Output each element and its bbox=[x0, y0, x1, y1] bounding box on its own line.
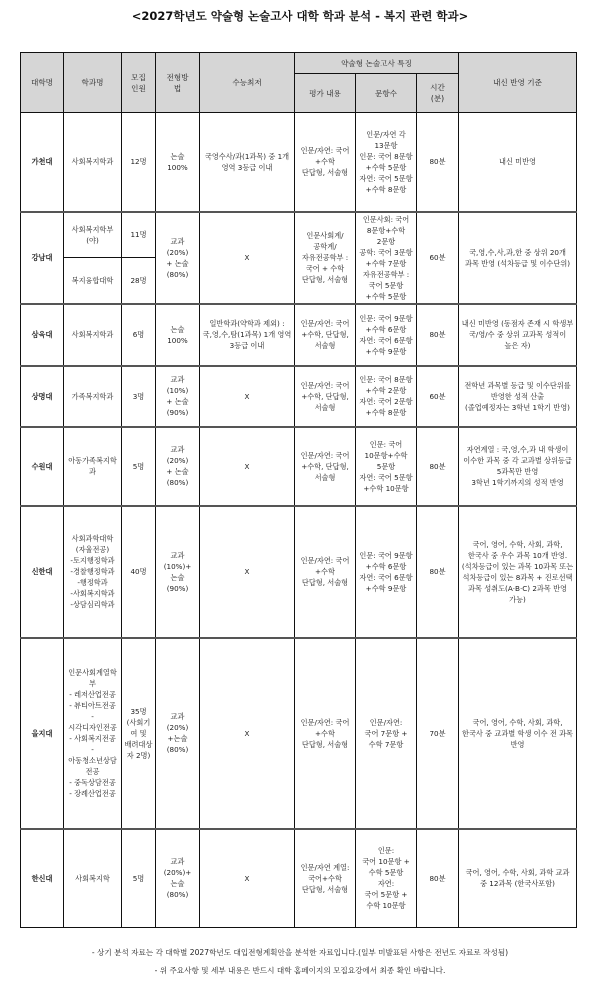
question-count: 인문/자연 각 13문항 인문: 국어 8문항+수학 5문항 자연: 국어 5문항+수학 8문항 bbox=[356, 113, 417, 212]
table-row bbox=[21, 366, 577, 427]
recruit-count: 5명 bbox=[122, 427, 156, 506]
csat-minimum: X bbox=[200, 829, 295, 928]
naesin-criteria: 국어, 영어, 수학, 사회, 과학, 한국사 중 교과별 학생 이수 전 과목 반영 bbox=[459, 638, 577, 829]
csat-minimum: X bbox=[200, 506, 295, 638]
header-naesin: 내신 반영 기준 bbox=[459, 53, 577, 113]
table-row bbox=[21, 638, 577, 829]
header-univ: 대학명 bbox=[21, 53, 64, 113]
exam-time: 60분 bbox=[417, 212, 459, 304]
department-name: 사회과학대학 (자율전공) -토지행정학과 -경찰행정학과 -행정학과 -사회복지학과 -상담심리학과 bbox=[64, 506, 122, 638]
evaluation-content: 인문사회계/공학계/자유전공학부 : 국어 + 수학 단답형, 서술형 bbox=[295, 212, 356, 304]
evaluation-content: 인문/자연: 국어+수학 단답형, 서술형 bbox=[295, 506, 356, 638]
naesin-criteria: 국어, 영어, 수학, 사회, 과학, 한국사 중 우수 과목 10개 반영. (석차등급이 있는 과목 10과목 또는 석차등급이 있는 8과목 + 진로선택 과목 성취도(A·B·C) 2과목 반영 가능) bbox=[459, 506, 577, 638]
selection-method: 논술 100% bbox=[156, 304, 200, 366]
department-name: 사회복지학 bbox=[64, 829, 122, 928]
csat-minimum: X bbox=[200, 427, 295, 506]
csat-minimum: X bbox=[200, 638, 295, 829]
footnotes bbox=[0, 944, 600, 980]
naesin-criteria: 자연계열 : 국,영,수,과 내 학생이 이수한 과목 중 각 교과별 상위등급 5과목만 반영 3학년 1학기까지의 성적 반영 bbox=[459, 427, 577, 506]
university-name: 신한대 bbox=[21, 506, 64, 638]
evaluation-content: 인문/자연: 국어+수학, 단답형, 서술형 bbox=[295, 427, 356, 506]
department-name: 사회복지학부(야) bbox=[64, 212, 122, 258]
question-count: 인문: 국어 10문항+수학 5문항 자연: 국어 5문항+수학 10문항 bbox=[356, 427, 417, 506]
question-count: 인문: 국어 9문항+수학 6문항 자연: 국어 6문항+수학 9문항 bbox=[356, 304, 417, 366]
exam-time: 80분 bbox=[417, 829, 459, 928]
department-name: 아동가족복지학과 bbox=[64, 427, 122, 506]
page-title: <2027학년도 약술형 논술고사 대학 학과 분석 - 복지 관련 학과> bbox=[131, 9, 469, 23]
department-name: 복지융합대학 bbox=[64, 258, 122, 304]
header-essay-features: 약술형 논술고사 특징 bbox=[295, 53, 459, 74]
header-dept: 학과명 bbox=[64, 53, 122, 113]
selection-method: 교과 (20%) + 논술 (80%) bbox=[156, 427, 200, 506]
table-row bbox=[21, 427, 577, 506]
header-time: 시간 (분) bbox=[417, 74, 459, 113]
naesin-criteria: 국,영,수,사,과,한 중 상위 20개 과목 반영 (석차등급 및 이수단위) bbox=[459, 212, 577, 304]
naesin-criteria: 내신 미반영 (동점자 존재 시 학생부 국/영/수 중 상위 교과목 성적이 높은 자) bbox=[459, 304, 577, 366]
csat-minimum: X bbox=[200, 366, 295, 427]
table-row bbox=[21, 304, 577, 366]
evaluation-content: 인문/자연: 국어+수학 단답형, 서술형 bbox=[295, 638, 356, 829]
table-row bbox=[21, 829, 577, 928]
selection-method: 교과 (10%)+ 논술 (90%) bbox=[156, 506, 200, 638]
exam-time: 80분 bbox=[417, 506, 459, 638]
csat-minimum: X bbox=[200, 212, 295, 304]
table-row bbox=[21, 506, 577, 638]
header-count: 모집 인원 bbox=[122, 53, 156, 113]
naesin-criteria: 내신 미반영 bbox=[459, 113, 577, 212]
recruit-count: 5명 bbox=[122, 829, 156, 928]
department-analysis-table bbox=[20, 52, 577, 928]
university-name: 상명대 bbox=[21, 366, 64, 427]
recruit-count: 6명 bbox=[122, 304, 156, 366]
question-count: 인문: 국어 9문항+수학 6문항 자연: 국어 6문항+수학 9문항 bbox=[356, 506, 417, 638]
evaluation-content: 인문/자연: 국어+수학, 단답형, 서술형 bbox=[295, 304, 356, 366]
recruit-count: 12명 bbox=[122, 113, 156, 212]
footnote: - 위 주요사항 및 세부 내용은 반드시 대학 홈페이지의 모집요강에서 최종 확인 바랍니다. bbox=[154, 966, 446, 975]
selection-method: 교과 (20%) +논술 (80%) bbox=[156, 638, 200, 829]
department-name: 사회복지학과 bbox=[64, 113, 122, 212]
footnote: - 상기 분석 자료는 각 대학별 2027학년도 대입전형계획안을 분석한 자료입니다.(일부 미발표된 사항은 전년도 자료로 작성됨) bbox=[91, 948, 509, 957]
question-count: 인문: 국어 8문항+수학 2문항 자연: 국어 2문항+수학 8문항 bbox=[356, 366, 417, 427]
department-name: 가족복지학과 bbox=[64, 366, 122, 427]
header-csat: 수능최저 bbox=[200, 53, 295, 113]
department-name: 사회복지학과 bbox=[64, 304, 122, 366]
question-count: 인문/자연: 국어 7문항 + 수학 7문항 bbox=[356, 638, 417, 829]
university-name: 한신대 bbox=[21, 829, 64, 928]
question-count: 인문: 국어 10문항 + 수학 5문항 자연: 국어 5문항 + 수학 10문항 bbox=[356, 829, 417, 928]
exam-time: 80분 bbox=[417, 427, 459, 506]
exam-time: 80분 bbox=[417, 113, 459, 212]
header-eval: 평가 내용 bbox=[295, 74, 356, 113]
exam-time: 60분 bbox=[417, 366, 459, 427]
table-row bbox=[21, 212, 577, 258]
evaluation-content: 인문/자연 계열: 국어+수학 단답형, 서술형 bbox=[295, 829, 356, 928]
exam-time: 80분 bbox=[417, 304, 459, 366]
exam-time: 70분 bbox=[417, 638, 459, 829]
selection-method: 교과 (20%) + 논술 (80%) bbox=[156, 212, 200, 304]
university-name: 을지대 bbox=[21, 638, 64, 829]
header-method: 전형방 법 bbox=[156, 53, 200, 113]
selection-method: 교과 (10%) + 논술 (90%) bbox=[156, 366, 200, 427]
naesin-criteria: 국어, 영어, 수학, 사회, 과학 교과 중 12과목 (한국사포함) bbox=[459, 829, 577, 928]
recruit-count: 3명 bbox=[122, 366, 156, 427]
question-count: 인문사회: 국어 8문항+수학 2문항 공학: 국어 3문항+수학 7문항 자유전공학부 : 국어 5문항 +수학 5문항 bbox=[356, 212, 417, 304]
naesin-criteria: 전학년 과목별 등급 및 이수단위를 반영한 성적 산출 (졸업예정자는 3학년 1학기 반영) bbox=[459, 366, 577, 427]
recruit-count: 40명 bbox=[122, 506, 156, 638]
csat-minimum: 국영수사/과(1과목) 중 1개 영역 3등급 이내 bbox=[200, 113, 295, 212]
university-name: 강남대 bbox=[21, 212, 64, 304]
table-row bbox=[21, 113, 577, 212]
university-name: 삼육대 bbox=[21, 304, 64, 366]
recruit-count: 35명 (사회기여 및 배려대상자 2명) bbox=[122, 638, 156, 829]
university-name: 수원대 bbox=[21, 427, 64, 506]
csat-minimum: 일반학과(약학과 제외) : 국,영,수,탐(1과목) 1개 영역 3등급 이내 bbox=[200, 304, 295, 366]
recruit-count: 28명 bbox=[122, 258, 156, 304]
header-questions: 문항수 bbox=[356, 74, 417, 113]
selection-method: 교과 (20%)+ 논술 (80%) bbox=[156, 829, 200, 928]
department-name: 인문사회계열학부 - 레저산업전공 - 뷰티아트전공 - 시각디자인전공 - 사회복지전공 -아동청소년상담전공 - 중독상담전공 - 장례산업전공 bbox=[64, 638, 122, 829]
recruit-count: 11명 bbox=[122, 212, 156, 258]
university-name: 가천대 bbox=[21, 113, 64, 212]
evaluation-content: 인문/자연: 국어+수학, 단답형, 서술형 bbox=[295, 366, 356, 427]
evaluation-content: 인문/자연: 국어+수학 단답형, 서술형 bbox=[295, 113, 356, 212]
selection-method: 논술 100% bbox=[156, 113, 200, 212]
